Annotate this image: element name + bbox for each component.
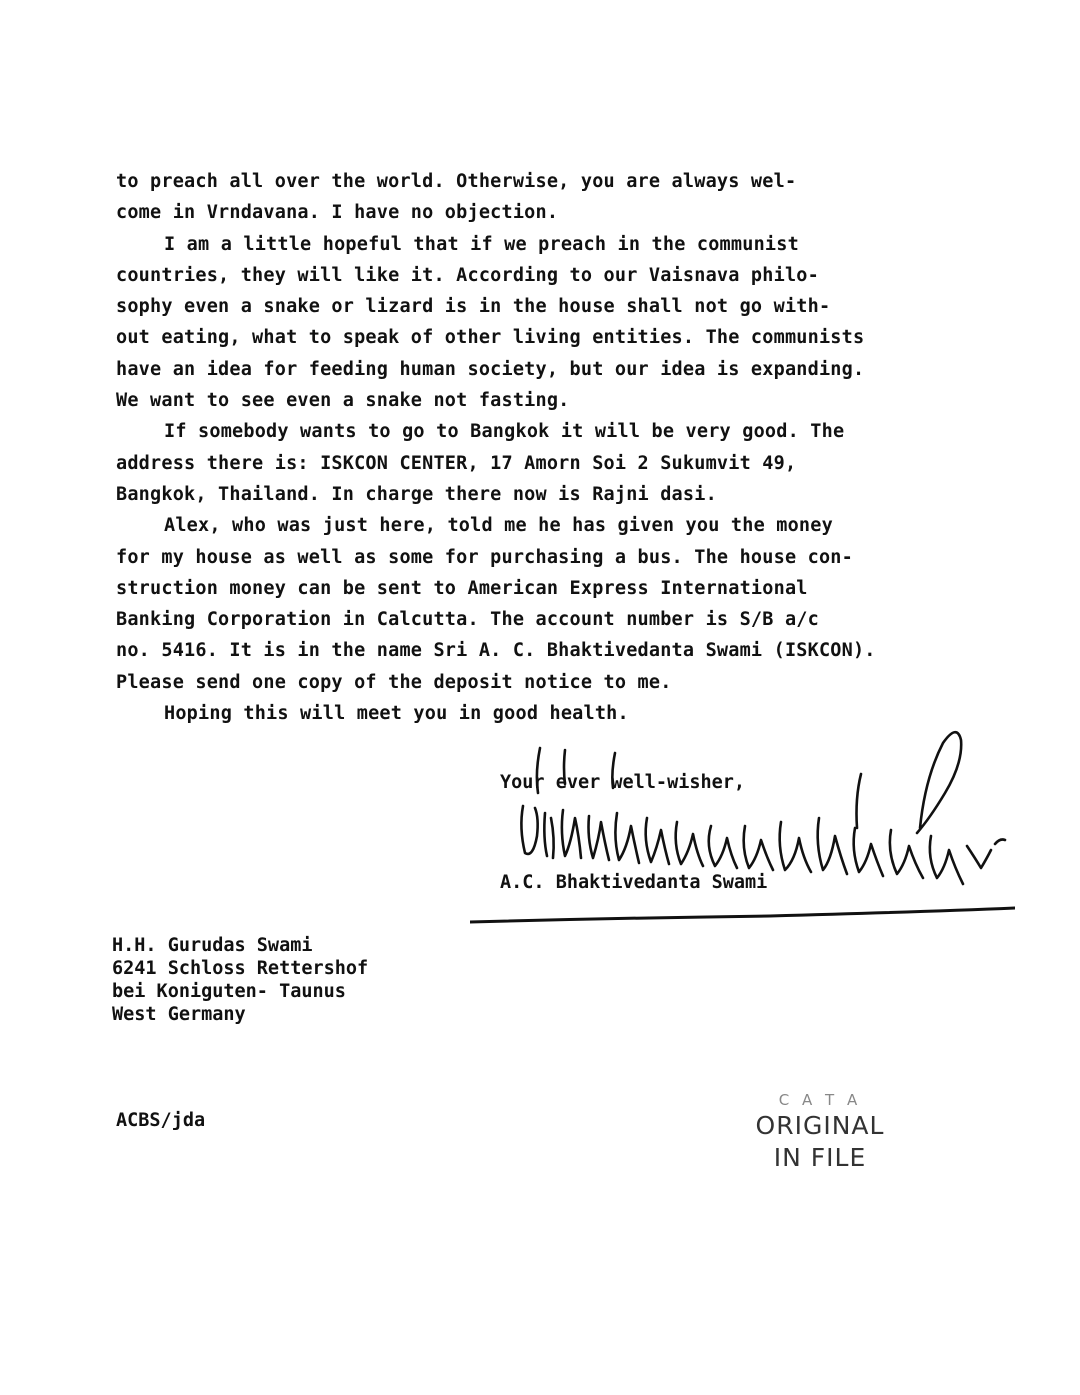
letter-line-1: to preach all over the world. Otherwise, you are always wel- <box>116 171 797 192</box>
stamp-in-file-text: IN FILE <box>773 1143 867 1172</box>
letter-line-8: We want to see even a snake not fasting. <box>116 390 570 412</box>
letter-line-13: for my house as well as some for purchasing a bus. The house con- <box>116 546 853 568</box>
letter-line-15: Banking Corporation in Calcutta. The account number is S/B a/c <box>116 609 819 631</box>
stamp-top-text: C A T A <box>778 1091 862 1109</box>
letter-line-18: Hoping this will meet you in good health. <box>164 703 629 725</box>
handwritten-signature <box>505 718 1025 898</box>
underline-rule <box>470 904 1015 928</box>
letter-line-7: have an idea for feeding human society, but our idea is expanding. <box>116 358 865 380</box>
letter-line-2: come in Vrndavana. I have no objection. <box>116 202 559 224</box>
recipient-line-2: 6241 Schloss Rettershof <box>112 958 369 979</box>
letter-line-10: address there is: ISKCON CENTER, 17 Amorn Soi 2 Sukumvit 49, <box>116 452 797 474</box>
letter-line-17: Please send one copy of the deposit notice to me. <box>116 671 672 693</box>
original-in-file-stamp <box>745 1090 895 1174</box>
letter-line-14: struction money can be sent to American Express International <box>116 577 808 599</box>
closing-salutation: Your ever well-wisher, <box>500 772 746 793</box>
stamp-original-text: ORIGINAL <box>755 1111 885 1140</box>
letter-line-9: If somebody wants to go to Bangkok it will be very good. The <box>164 421 845 443</box>
letter-line-12: Alex, who was just here, told me he has given you the money <box>164 515 833 537</box>
recipient-line-1: H.H. Gurudas Swami <box>112 935 313 956</box>
recipient-address <box>112 934 368 1026</box>
letter-line-5: sophy even a snake or lizard is in the house shall not go with- <box>116 296 831 318</box>
letter-line-3: I am a little hopeful that if we preach in the communist <box>164 233 799 255</box>
letter-line-11: Bangkok, Thailand. In charge there now is Rajni dasi. <box>116 483 717 505</box>
letter-body <box>116 166 1016 729</box>
recipient-line-3: bei Koniguten- Taunus <box>112 981 346 1002</box>
letter-line-16: no. 5416. It is in the name Sri A. C. Bhaktivedanta Swami (ISKCON). <box>116 640 876 662</box>
recipient-line-4: West Germany <box>112 1004 246 1025</box>
letter-line-4: countries, they will like it. According to our Vaisnava philo- <box>116 264 819 286</box>
signer-name: A.C. Bhaktivedanta Swami <box>500 872 768 893</box>
reference-initials: ACBS/jda <box>116 1110 206 1131</box>
letter-line-6: out eating, what to speak of other living entities. The communists <box>116 327 865 349</box>
